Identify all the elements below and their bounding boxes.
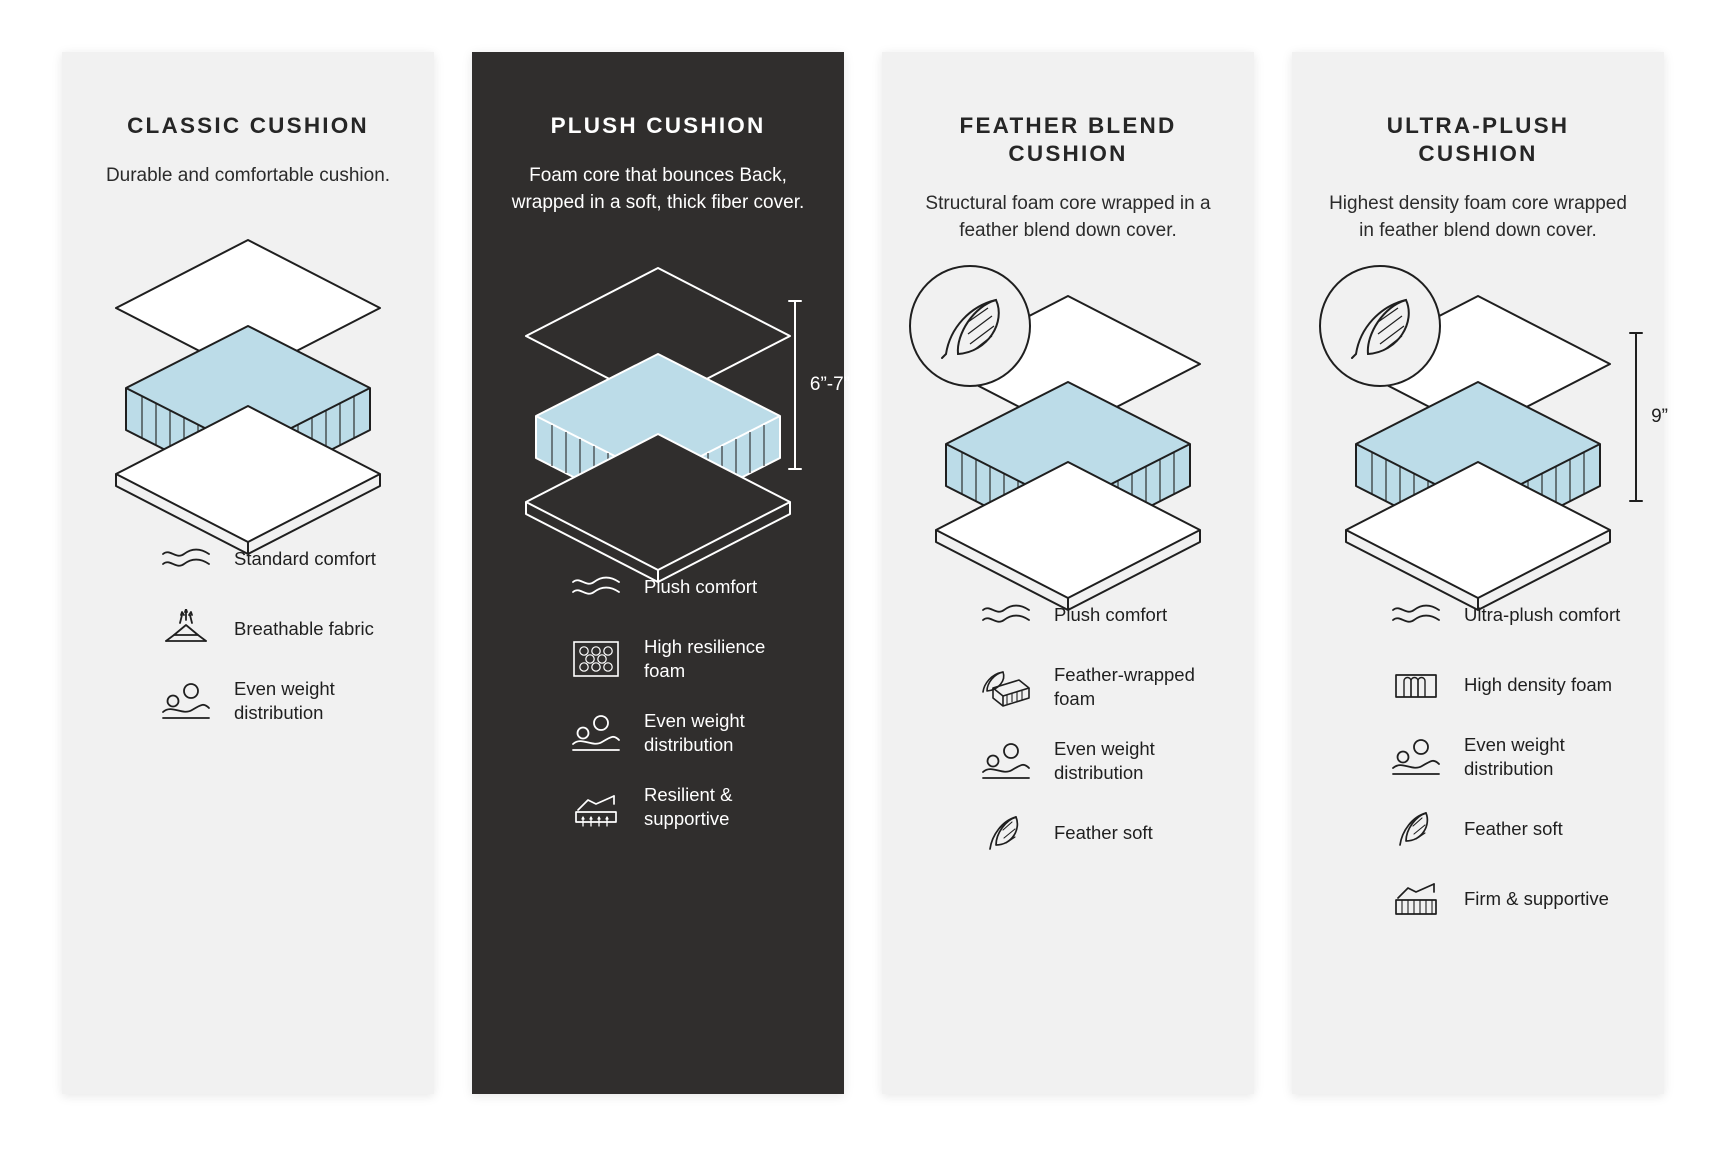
dimension-label: 9” — [1651, 405, 1668, 427]
card-description: Durable and comfortable cushion. — [105, 164, 391, 186]
waves-icon — [1388, 593, 1444, 637]
breathable-fabric-icon — [158, 607, 214, 651]
feather-badge-icon — [1320, 266, 1440, 386]
feather-wrapped-foam-icon — [978, 665, 1034, 709]
cushion-diagram — [498, 243, 850, 543]
feature-list — [96, 537, 400, 725]
even-weight-icon — [978, 739, 1034, 783]
feature-label: High resilience foam — [644, 635, 766, 682]
cushion-card-feather-blend — [882, 52, 1254, 1094]
feature-item — [978, 811, 1220, 855]
dimension-marker — [1629, 329, 1668, 505]
dimension-marker — [788, 297, 850, 473]
feature-label: Plush comfort — [1054, 603, 1168, 625]
feather-icon — [1388, 807, 1444, 851]
even-weight-icon — [158, 679, 214, 723]
feature-label: High density foam — [1464, 673, 1613, 695]
cushion-card-ultra-plush — [1292, 52, 1668, 1094]
cushion-card-classic — [62, 52, 434, 1094]
feature-item — [568, 709, 810, 757]
resilient-support-icon — [568, 785, 624, 829]
exploded-cushion-illustration — [918, 286, 1218, 556]
feature-label: Plush comfort — [644, 575, 758, 597]
exploded-cushion-illustration — [508, 258, 808, 528]
feature-item — [978, 593, 1220, 637]
feature-label: Even weight distribution — [644, 710, 745, 756]
feature-item — [158, 537, 400, 581]
feature-item — [1388, 733, 1630, 781]
cushion-diagram — [908, 271, 1228, 571]
dimension-line-icon — [1629, 329, 1643, 505]
feature-item — [568, 783, 810, 831]
dimension-label: 6”-7” — [809, 373, 850, 395]
feature-label: Feather-wrapped foam — [1054, 663, 1195, 709]
feature-label: Resilient & supportive — [644, 784, 733, 830]
feature-item — [568, 565, 810, 609]
honeycomb-foam-icon — [568, 637, 624, 681]
feature-list — [916, 593, 1220, 855]
feature-item — [568, 635, 810, 683]
feature-item — [1388, 663, 1630, 707]
feature-list — [506, 565, 810, 831]
feature-label: Feather soft — [1464, 817, 1563, 839]
feature-label: Even weight distribution — [234, 678, 335, 724]
feather-icon — [978, 811, 1034, 855]
waves-icon — [158, 537, 214, 581]
feather-badge-icon — [910, 266, 1030, 386]
card-description: Foam core that bounces Back, wrapped in a soft, thick fiber cover. — [511, 164, 805, 214]
cushion-diagram — [1318, 271, 1668, 571]
feature-item — [158, 677, 400, 725]
feature-label: Standard comfort — [234, 548, 376, 570]
feature-label: Firm & supportive — [1464, 887, 1609, 909]
card-description: Highest density foam core wrapped in feather blend down cover. — [1329, 192, 1627, 242]
feature-item — [1388, 877, 1630, 921]
card-description: Structural foam core wrapped in a feather blend down cover. — [925, 192, 1211, 242]
feature-item — [978, 737, 1220, 785]
feature-label: Even weight distribution — [1464, 733, 1565, 779]
even-weight-icon — [1388, 735, 1444, 779]
exploded-cushion-illustration — [98, 230, 398, 500]
waves-icon — [568, 565, 624, 609]
card-title: PLUSH CUSHION — [550, 113, 766, 138]
feature-item — [1388, 807, 1630, 851]
card-title: ULTRA-PLUSH CUSHION — [1386, 113, 1570, 166]
even-weight-icon — [568, 711, 624, 755]
waves-icon — [978, 593, 1034, 637]
cushion-diagram — [88, 215, 408, 515]
card-title: FEATHER BLEND CUSHION — [959, 113, 1177, 166]
feature-label: Breathable fabric — [234, 618, 374, 640]
feature-label: Feather soft — [1054, 822, 1153, 844]
feature-label: Ultra-plush comfort — [1464, 603, 1621, 625]
feature-item — [978, 663, 1220, 711]
dimension-line-icon — [788, 297, 802, 473]
feature-label: Even weight distribution — [1054, 737, 1155, 784]
cushion-card-plush — [472, 52, 850, 1094]
firm-support-icon — [1388, 877, 1444, 921]
card-title: CLASSIC CUSHION — [127, 113, 369, 138]
feature-item — [158, 607, 400, 651]
feature-item — [1388, 593, 1630, 637]
high-density-foam-icon — [1388, 663, 1444, 707]
exploded-cushion-illustration — [1328, 286, 1628, 556]
feature-list — [1326, 593, 1630, 921]
